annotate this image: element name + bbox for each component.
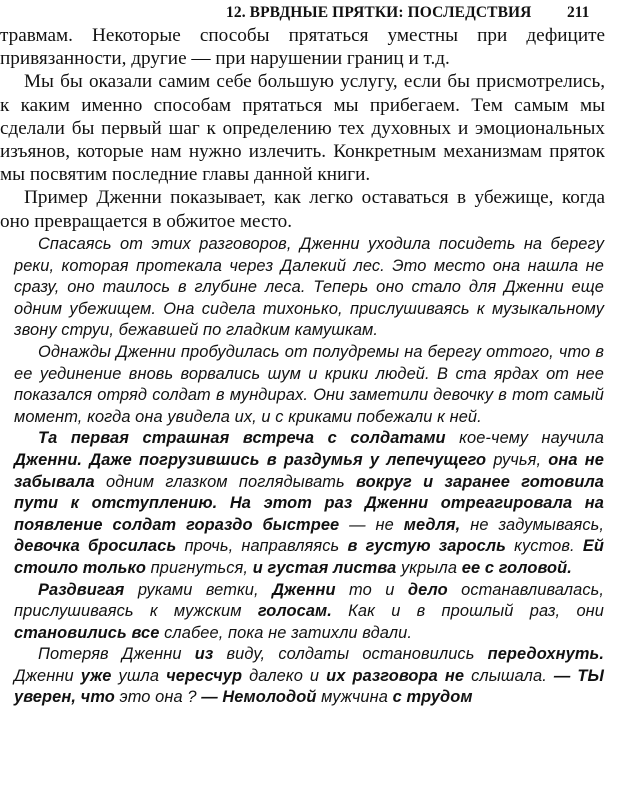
text-run: Дженни [14, 666, 81, 685]
story-paragraph [14, 580, 604, 645]
emphasis-text: девочка бросилась [14, 537, 177, 556]
text-run: слабее, пока не затихли вдали. [159, 623, 412, 642]
emphasis-text: дело [407, 580, 448, 599]
text-run: это она ? [114, 688, 202, 707]
text-run: пригнуться, [145, 558, 253, 577]
emphasis-text: с трудом [392, 688, 473, 707]
text-run: виду, солдаты остановились [213, 645, 488, 664]
emphasis-text: и густая листва [252, 558, 397, 577]
paragraph: травмам. Некоторые способы прятаться уместны при дефиците привязанности, другие — при нарушении границ и т.д. [0, 25, 605, 70]
text-run: слышала. [464, 666, 554, 685]
text-run: Потеряв Дженни [38, 645, 195, 664]
emphasis-text: из [194, 645, 214, 664]
emphasis-text: Раздвигая [38, 580, 125, 599]
emphasis-text: вокруг и заранее готовила пути к отступлению. На этот раз Дженни отреагировала на появление солдат гораздо быстрее [14, 472, 604, 534]
paragraph: Мы бы оказали самим себе большую услугу, если бы присмотрелись, к каким именно способам прятаться мы прибегаем. Тем самым мы сделали бы первый шаг к определению тех духовных и эмоциональных изъянов, которые нам нужно излечить. Конкретным механизмам пряток мы посвятим последние главы данной книги. [0, 71, 605, 186]
emphasis-text: медля, [403, 515, 461, 534]
text-run: одним глазком поглядывать [94, 472, 357, 491]
text-run: ручья, [486, 450, 549, 469]
emphasis-text: — ТЫ уверен, что [14, 666, 604, 707]
emphasis-text: становились все [14, 623, 160, 642]
text-run: укрыла [396, 558, 462, 577]
text-run: Как и в прошлый раз, они [331, 602, 604, 621]
story-paragraph [14, 644, 604, 709]
emphasis-text: она не забывала [14, 450, 604, 491]
text-run: то и [335, 580, 408, 599]
body-text [0, 24, 605, 233]
emphasis-text: их разговора не [326, 666, 465, 685]
text-run: кустов. [506, 537, 583, 556]
text-run: ушла [111, 666, 167, 685]
emphasis-text: Ей стоило только [14, 537, 604, 577]
story-paragraph [14, 428, 604, 579]
emphasis-text: Дженни [272, 580, 336, 599]
text-run: кое-чему научила [445, 429, 604, 448]
emphasis-text: Та первая страшная встреча с солдатами [38, 429, 446, 448]
running-header [0, 1, 610, 25]
chapter-title: 12. ВРВДНЫЕ ПРЯТКИ: ПОСЛЕДСТВИЯ [226, 4, 532, 21]
text-run: прочь, направляясь [176, 537, 348, 556]
text-run: руками ветки, [124, 580, 273, 599]
emphasis-text: чересчур [166, 666, 243, 685]
page-number: 211 [567, 4, 590, 21]
text-run: — не [339, 515, 404, 534]
emphasis-text: ее с головой. [461, 558, 572, 577]
emphasis-text: в густую заросль [347, 537, 507, 556]
emphasis-text: передохнуть. [487, 645, 604, 664]
paragraph: Пример Дженни показывает, как легко оставаться в убежище, когда оно превращается в обжитое место. [0, 187, 605, 232]
text-run: мужчина [316, 688, 393, 707]
emphasis-text: — Немолодой [201, 688, 317, 707]
text-run: далеко и [242, 666, 327, 685]
text-run: не задумываясь, [460, 515, 605, 534]
emphasis-text: голосам. [257, 602, 332, 621]
story-excerpt [14, 234, 604, 709]
emphasis-text: уже [80, 666, 112, 685]
text-run: останавливалась, прислушиваясь к мужским [14, 580, 605, 621]
story-paragraph: Спасаясь от этих разговоров, Дженни уходила посидеть на берегу реки, которая протекала через Далекий лес. Это место она нашла не сразу, оно таилось в глубине леса. Теперь оно стало для Дженни еще одним убежищем. Она сидела тихонько, прислушиваясь к музыкальному звону струи, бежавшей по гладким камушкам. [14, 235, 604, 340]
story-paragraph: Однажды Дженни пробудилась от полудремы на берегу оттого, что в ее уединение вновь ворвались шум и крики людей. В ста ярдах от нее показался отряд солдат в мундирах. Они заметили девочку в тот самый момент, когда она увидела их, и с криками побежали к ней. [14, 342, 604, 426]
emphasis-text: Дженни. Даже погрузившись в раздумья у лепечущего [14, 450, 487, 469]
